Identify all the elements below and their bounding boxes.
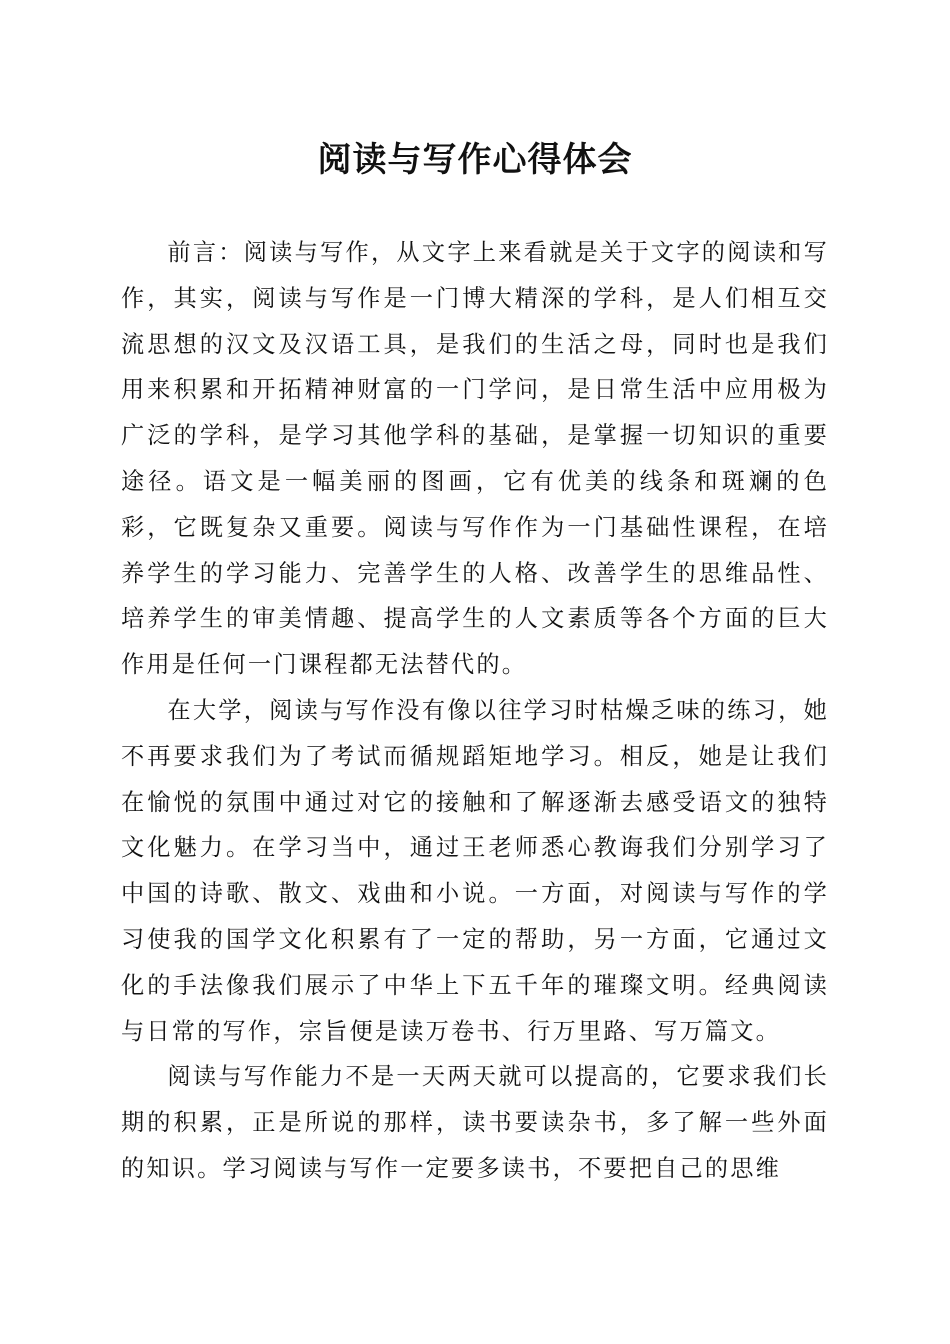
document-title: 阅读与写作心得体会 [317, 140, 633, 180]
paragraph-university: 在大学，阅读与写作没有像以往学习时枯燥乏味的练习，她不再要求我们为了考试而循规蹈矩地学习。相反，她是让我们在愉悦的氛围中通过对它的接触和了解逐渐去感受语文的独特文化魅力。在学习当中，通过王老师悉心教诲我们分别学习了中国的诗歌、散文、戏曲和小说。一方面，对阅读与写作的学习使我的国学文化积累有了一定的帮助，另一方面，它通过文化的手法像我们展示了中华上下五千年的璀璨文明。经典阅读与日常的写作，宗旨便是读万卷书、行万里路、写万篇文。 [121, 696, 829, 1045]
paragraph-preface: 前言：阅读与写作，从文字上来看就是关于文字的阅读和写作，其实，阅读与写作是一门博大精深的学科，是人们相互交流思想的汉文及汉语工具，是我们的生活之母，同时也是我们用来积累和开拓精神财富的一门学问，是日常生活中应用极为广泛的学科，是学习其他学科的基础，是掌握一切知识的重要途径。语文是一幅美丽的图画，它有优美的线条和斑斓的色彩，它既复杂又重要。阅读与写作作为一门基础性课程，在培养学生的学习能力、完善学生的人格、改善学生的思维品性、培养学生的审美情趣、提高学生的人文素质等各个方面的巨大作用是任何一门课程都无法替代的。 [121, 239, 829, 679]
paragraph-accumulation: 阅读与写作能力不是一天两天就可以提高的，它要求我们长期的积累，正是所说的那样，读书要读杂书，多了解一些外面的知识。学习阅读与写作一定要多读书，不要把自己的思维 [121, 1063, 829, 1182]
document-body [121, 230, 829, 1192]
